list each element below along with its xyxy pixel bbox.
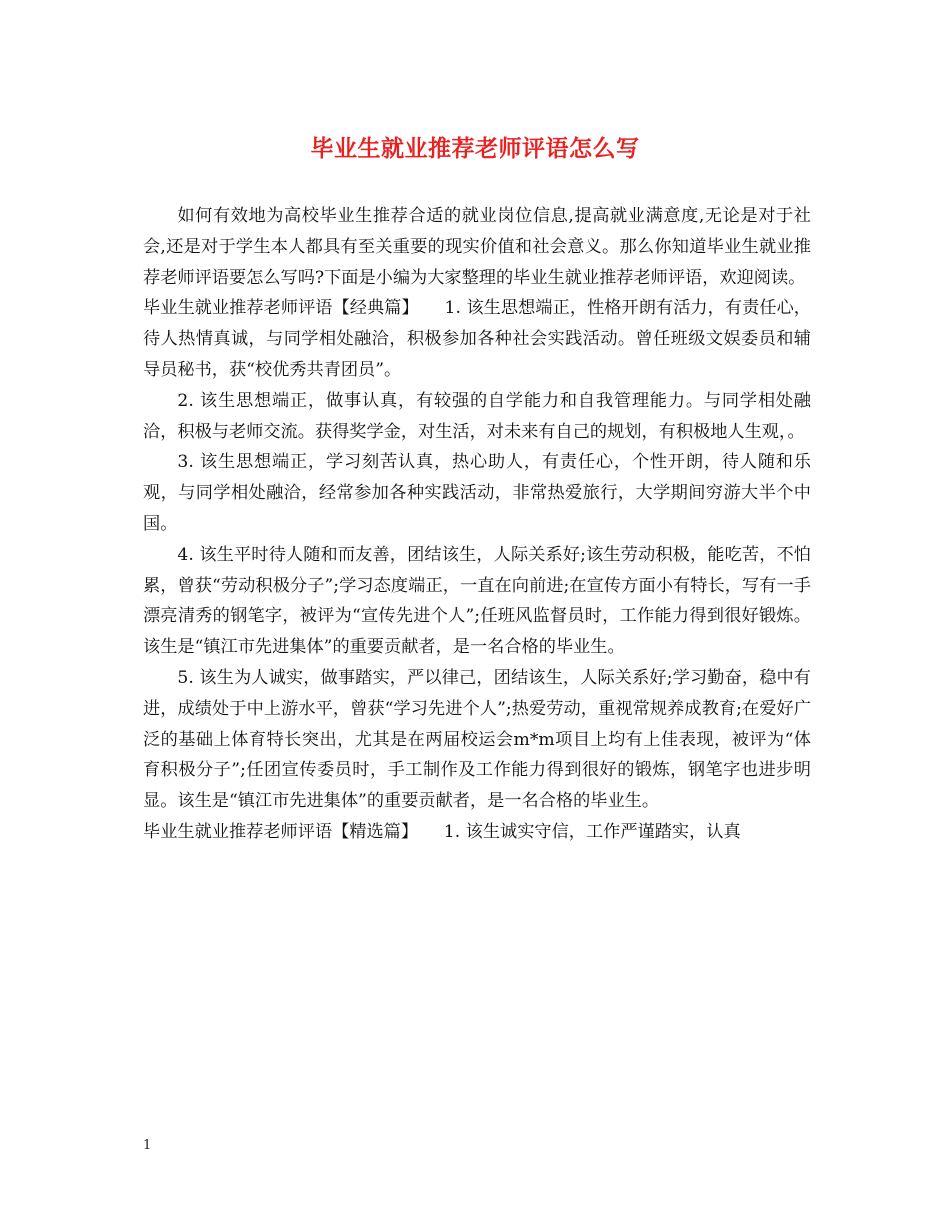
paragraph-comment-5: 5. 该生为人诚实，做事踏实，严以律己，团结该生，人际关系好;学习勤奋，稳中有进，成绩处于中上游水平，曾获“学习先进个人”;热爱劳动，重视常规养成教育;在爱好广泛的基础上体育特长突出，尤其是在两届校运会m*m项目上均有上佳表现，被评为“体育积极分子”;任团宣传委员时，手工制作及工作能力得到很好的锻炼，钢笔字也进步明显。该生是“镇江市先进集体”的重要贡献者，是一名合格的毕业生。: [143, 667, 811, 812]
document-title: 毕业生就业推荐老师评语怎么写: [310, 135, 640, 162]
paragraph-intro: 如何有效地为高校毕业生推荐合适的就业岗位信息,提高就业满意度,无论是对于社会,还是对于学生本人都具有至关重要的现实价值和社会意义。那么你知道毕业生就业推荐老师评语要怎么写吗?下面是小编为大家整理的毕业生就业推荐老师评语，欢迎阅读。: [143, 206, 811, 288]
page-number: 1: [143, 1138, 152, 1153]
paragraph-comment-4: 4. 该生平时待人随和而友善，团结该生，人际关系好;该生劳动积极，能吃苦，不怕累，曾获“劳动积极分子”;学习态度端正，一直在向前进;在宣传方面小有特长，写有一手漂亮清秀的钢笔字，被评为“宣传先进个人”;任班风监督员时，工作能力得到很好锻炼。该生是“镇江市先进集体”的重要贡献者，是一名合格的毕业生。: [143, 544, 811, 658]
paragraph-selected-section: 毕业生就业推荐老师评语【精选篇】 1. 该生诚实守信，工作严谨踏实，认真: [143, 821, 741, 842]
paragraph-comment-2: 2. 该生思想端正，做事认真，有较强的自学能力和自我管理能力。与同学相处融洽，积极与老师交流。获得奖学金，对生活，对未来有自己的规划，有积极地人生观，。: [143, 390, 811, 442]
paragraph-classic-section: 毕业生就业推荐老师评语【经典篇】 1. 该生思想端正，性格开朗有活力，有责任心，待人热情真诚，与同学相处融洽，积极参加各种社会实践活动。曾任班级文娱委员和辅导员秘书，获“校优秀共青团员”。: [143, 298, 811, 380]
document-body: [143, 201, 811, 848]
paragraph-comment-3: 3. 该生思想端正，学习刻苦认真，热心助人，有责任心，个性开朗，待人随和乐观，与同学相处融洽，经常参加各种实践活动，非常热爱旅行，大学期间穷游大半个中国。: [143, 452, 811, 534]
